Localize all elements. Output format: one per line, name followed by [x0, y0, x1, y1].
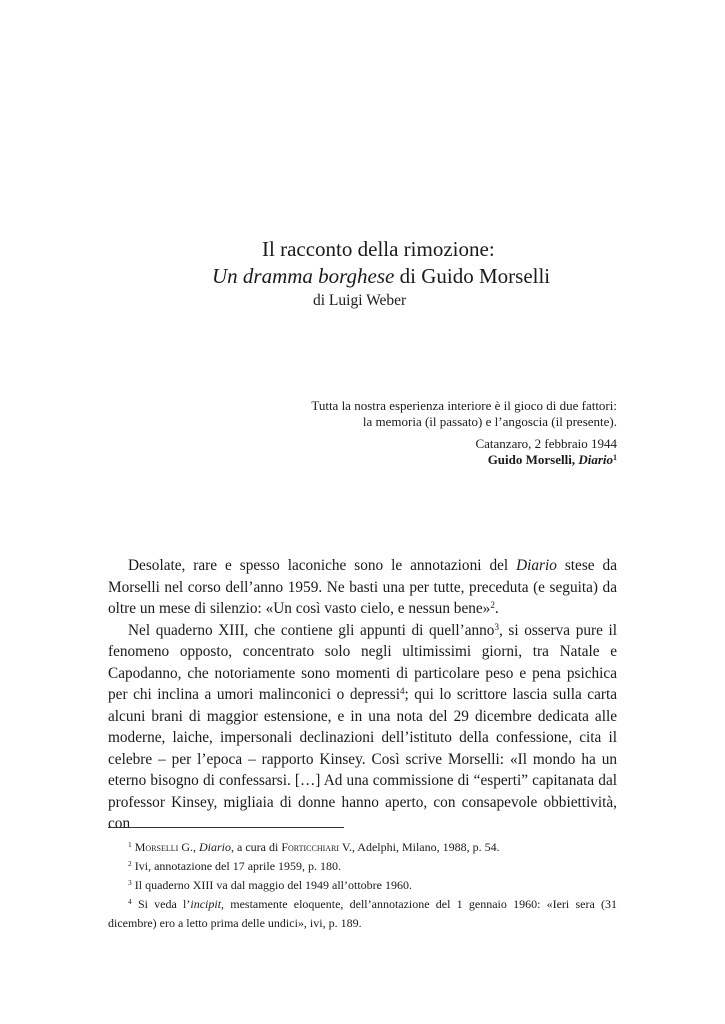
footnote-1-number: 1 [128, 840, 132, 849]
subtitle-rest: di Guido Morselli [394, 264, 551, 288]
footnote-2-number: 2 [128, 859, 132, 868]
fn1-text-c: V., Adelphi, Milano, 1988, p. 54. [339, 840, 500, 854]
epigraph-place-date: Catanzaro, 2 febbraio 1944 [475, 436, 617, 451]
footnote-ref-4[interactable]: 4 [399, 686, 405, 696]
fn1-work: Diario [198, 840, 231, 854]
p1-diario: Diario [516, 557, 557, 574]
article-author: di Luigi Weber [313, 292, 407, 309]
p1-text-a: Desolate, rare e spesso laconiche sono le annotazioni del [128, 557, 517, 574]
footnote-divider [108, 827, 344, 828]
epigraph-work: Diario [578, 452, 613, 467]
fn2-text: Ivi, annotazione del 17 aprile 1959, p. 180. [131, 859, 342, 873]
epigraph-line-2: la memoria (il passato) e l’angoscia (il presente). [362, 414, 617, 429]
paragraph-1 [108, 555, 617, 620]
book-title: Un dramma borghese [212, 264, 395, 288]
p1-text-d: . [494, 600, 499, 617]
fn1-editor: Forticchiari [281, 840, 340, 854]
p2-text-b: , si osserva pure il fenomeno opposto, concentrato solo negli ultimissimi giorni, tra Natale e Capodanno, che notoriamente sono momenti di particolare peso e pena psichica per chi inclina a umori malinconici o depressi [108, 621, 617, 703]
footnote-ref-2[interactable]: 2 [490, 600, 495, 610]
footnote-3 [108, 876, 617, 895]
article-subtitle [212, 264, 550, 288]
fn4-incipit: incipit [190, 897, 222, 911]
footnote-4 [108, 895, 617, 933]
footnote-ref-3[interactable]: 3 [494, 621, 499, 632]
footnote-4-number: 4 [128, 897, 132, 906]
p2-text-a: Nel quaderno XIII, che contiene gli appunti di quell’anno [128, 621, 495, 639]
article-title: Il racconto della rimozione: [262, 237, 495, 261]
paragraph-2 [108, 620, 617, 835]
footnote-1 [108, 838, 617, 857]
epigraph-author: Guido Morselli, [487, 452, 579, 467]
fn1-text-a: G., [178, 840, 199, 854]
epigraph-line-1: Tutta la nostra esperienza interiore è il gioco di due fattori: [311, 398, 617, 413]
fn4-text-a: Si veda l’ [131, 897, 191, 911]
body-text [108, 555, 617, 835]
footnote-3-number: 3 [128, 878, 132, 887]
footnote-2 [108, 857, 617, 876]
footnote-ref-1[interactable]: 1 [613, 453, 617, 462]
epigraph [311, 398, 617, 468]
p1-text-c: stese da Morselli nel corso dell’anno 1959. Ne basti una per tutte, preceduta (e seguita) da oltre un mese di silenzio: «Un così vasto cielo, e nessun bene» [108, 557, 617, 617]
footnotes [108, 838, 617, 933]
fn4-text-b: , mestamente eloquente, dell’annotazione del 1 gennaio 1960: «Ieri sera (31 dicembre) ero a letto prima delle undici», ivi, p. 189. [108, 897, 617, 930]
fn1-text-b: , a cura di [231, 840, 282, 854]
epigraph-signature [311, 452, 617, 468]
p2-text-c: ; qui lo scrittore lascia sulla carta alcuni brani di maggior estensione, e in una nota del 29 dicembre dedicata alle moderne, laiche, impersonali declinazioni dell’istituto della confessione, cita il celebre – per l’epoca – rapporto Kinsey. Così scrive Morselli: «Il mondo ha un eterno bisogno di confessarsi. […] Ad una commissione di “esperti” capitanata dal professor Kinsey, migliaia di donne hanno aperto, con consapevole obbiettività, con [108, 686, 617, 832]
fn1-author: Morselli [134, 840, 179, 854]
fn3-text: Il quaderno XIII va dal maggio del 1949 all’ottobre 1960. [131, 878, 413, 892]
